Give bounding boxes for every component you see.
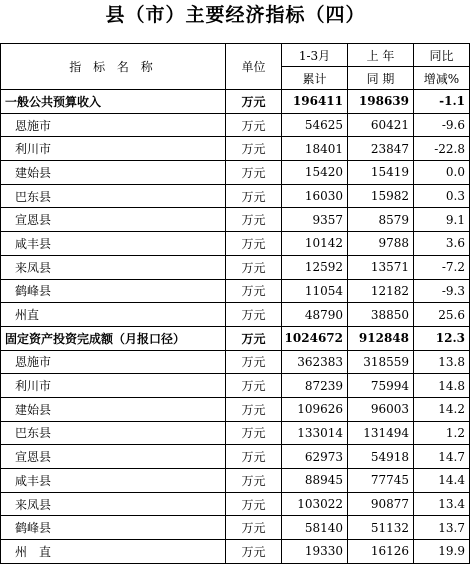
section-row [1,90,470,114]
change-percent-cell: -9.6 [414,113,470,137]
unit-cell: 万元 [226,113,282,137]
previous-value-cell: 96003 [348,397,414,421]
indicator-name-cell: 来凤县 [1,492,226,516]
indicator-name-cell: 利川市 [1,137,226,161]
current-value-cell: 88945 [282,469,348,493]
current-value-cell: 15420 [282,161,348,185]
previous-value-cell: 12182 [348,279,414,303]
indicator-name-cell: 鹤峰县 [1,279,226,303]
current-value-cell: 362383 [282,350,348,374]
previous-value-cell: 8579 [348,208,414,232]
current-value-cell: 48790 [282,303,348,327]
table-row [1,492,470,516]
unit-cell: 万元 [226,540,282,564]
table-row [1,161,470,185]
indicator-name-cell: 恩施市 [1,350,226,374]
previous-value-cell: 15419 [348,161,414,185]
table-body [1,90,470,564]
previous-value-cell: 77745 [348,469,414,493]
unit-cell: 万元 [226,350,282,374]
current-value-cell: 19330 [282,540,348,564]
indicator-name-cell: 鹤峰县 [1,516,226,540]
previous-value-cell: 13571 [348,255,414,279]
indicator-name-cell: 咸丰县 [1,469,226,493]
table-row [1,397,470,421]
unit-cell: 万元 [226,137,282,161]
indicator-name-cell: 宣恩县 [1,445,226,469]
change-percent-cell: 12.3 [414,326,470,350]
indicator-name-cell: 建始县 [1,397,226,421]
previous-value-cell: 131494 [348,421,414,445]
current-value-cell: 12592 [282,255,348,279]
change-percent-cell: 13.7 [414,516,470,540]
previous-value-cell: 9788 [348,232,414,256]
change-percent-cell: 9.1 [414,208,470,232]
previous-value-cell: 198639 [348,90,414,114]
table-row [1,516,470,540]
unit-cell: 万元 [226,279,282,303]
current-value-cell: 11054 [282,279,348,303]
table-row [1,113,470,137]
previous-value-cell: 38850 [348,303,414,327]
change-percent-cell: 19.9 [414,540,470,564]
change-percent-cell: 25.6 [414,303,470,327]
change-percent-cell: -1.1 [414,90,470,114]
table-row [1,303,470,327]
current-value-cell: 109626 [282,397,348,421]
previous-value-cell: 54918 [348,445,414,469]
table-row [1,255,470,279]
unit-cell: 万元 [226,469,282,493]
change-percent-cell: -7.2 [414,255,470,279]
table-row [1,374,470,398]
previous-value-cell: 60421 [348,113,414,137]
table-row [1,208,470,232]
header-current-top: 1-3月 [282,44,348,67]
current-value-cell: 58140 [282,516,348,540]
table-row [1,137,470,161]
table-row [1,279,470,303]
header-previous-bottom: 同 期 [348,67,414,90]
change-percent-cell: 13.8 [414,350,470,374]
previous-value-cell: 318559 [348,350,414,374]
indicator-name-cell: 巴东县 [1,184,226,208]
current-value-cell: 103022 [282,492,348,516]
indicator-name-cell: 宣恩县 [1,208,226,232]
previous-value-cell: 51132 [348,516,414,540]
header-name: 指 标 名 称 [1,44,226,90]
change-percent-cell: -22.8 [414,137,470,161]
unit-cell: 万元 [226,255,282,279]
previous-value-cell: 15982 [348,184,414,208]
indicator-table [0,43,470,564]
indicator-name-cell: 来凤县 [1,255,226,279]
table-row [1,184,470,208]
indicator-name-cell: 一般公共预算收入 [1,90,226,114]
unit-cell: 万元 [226,303,282,327]
header-change-bottom: 增减% [414,67,470,90]
table-row [1,540,470,564]
change-percent-cell: 14.8 [414,374,470,398]
previous-value-cell: 90877 [348,492,414,516]
table-row [1,421,470,445]
unit-cell: 万元 [226,516,282,540]
unit-cell: 万元 [226,397,282,421]
unit-cell: 万元 [226,492,282,516]
previous-value-cell: 912848 [348,326,414,350]
change-percent-cell: 0.3 [414,184,470,208]
page-title: 县（市）主要经济指标（四） [105,4,366,26]
indicator-name-cell: 巴东县 [1,421,226,445]
change-percent-cell: 14.2 [414,397,470,421]
unit-cell: 万元 [226,421,282,445]
table-header [1,44,470,90]
change-percent-cell: 14.7 [414,445,470,469]
unit-cell: 万元 [226,374,282,398]
indicator-name-cell: 咸丰县 [1,232,226,256]
indicator-name-cell: 固定资产投资完成额（月报口径） [1,326,226,350]
table-row [1,232,470,256]
current-value-cell: 10142 [282,232,348,256]
unit-cell: 万元 [226,90,282,114]
table-row [1,469,470,493]
header-current-bottom: 累计 [282,67,348,90]
indicator-name-cell: 州直 [1,303,226,327]
unit-cell: 万元 [226,208,282,232]
unit-cell: 万元 [226,161,282,185]
unit-cell: 万元 [226,326,282,350]
header-previous-top: 上 年 [348,44,414,67]
header-change-top: 同比 [414,44,470,67]
current-value-cell: 9357 [282,208,348,232]
current-value-cell: 87239 [282,374,348,398]
indicator-name-cell: 恩施市 [1,113,226,137]
previous-value-cell: 75994 [348,374,414,398]
unit-cell: 万元 [226,184,282,208]
previous-value-cell: 16126 [348,540,414,564]
current-value-cell: 62973 [282,445,348,469]
previous-value-cell: 23847 [348,137,414,161]
change-percent-cell: 14.4 [414,469,470,493]
current-value-cell: 133014 [282,421,348,445]
change-percent-cell: 0.0 [414,161,470,185]
current-value-cell: 16030 [282,184,348,208]
current-value-cell: 54625 [282,113,348,137]
current-value-cell: 196411 [282,90,348,114]
header-unit: 单位 [226,44,282,90]
change-percent-cell: 1.2 [414,421,470,445]
current-value-cell: 18401 [282,137,348,161]
unit-cell: 万元 [226,232,282,256]
indicator-name-cell: 利川市 [1,374,226,398]
change-percent-cell: 3.6 [414,232,470,256]
change-percent-cell: -9.3 [414,279,470,303]
table-row [1,350,470,374]
current-value-cell: 1024672 [282,326,348,350]
table-row [1,445,470,469]
change-percent-cell: 13.4 [414,492,470,516]
indicator-name-cell: 建始县 [1,161,226,185]
unit-cell: 万元 [226,445,282,469]
indicator-name-cell: 州 直 [1,540,226,564]
section-row [1,326,470,350]
